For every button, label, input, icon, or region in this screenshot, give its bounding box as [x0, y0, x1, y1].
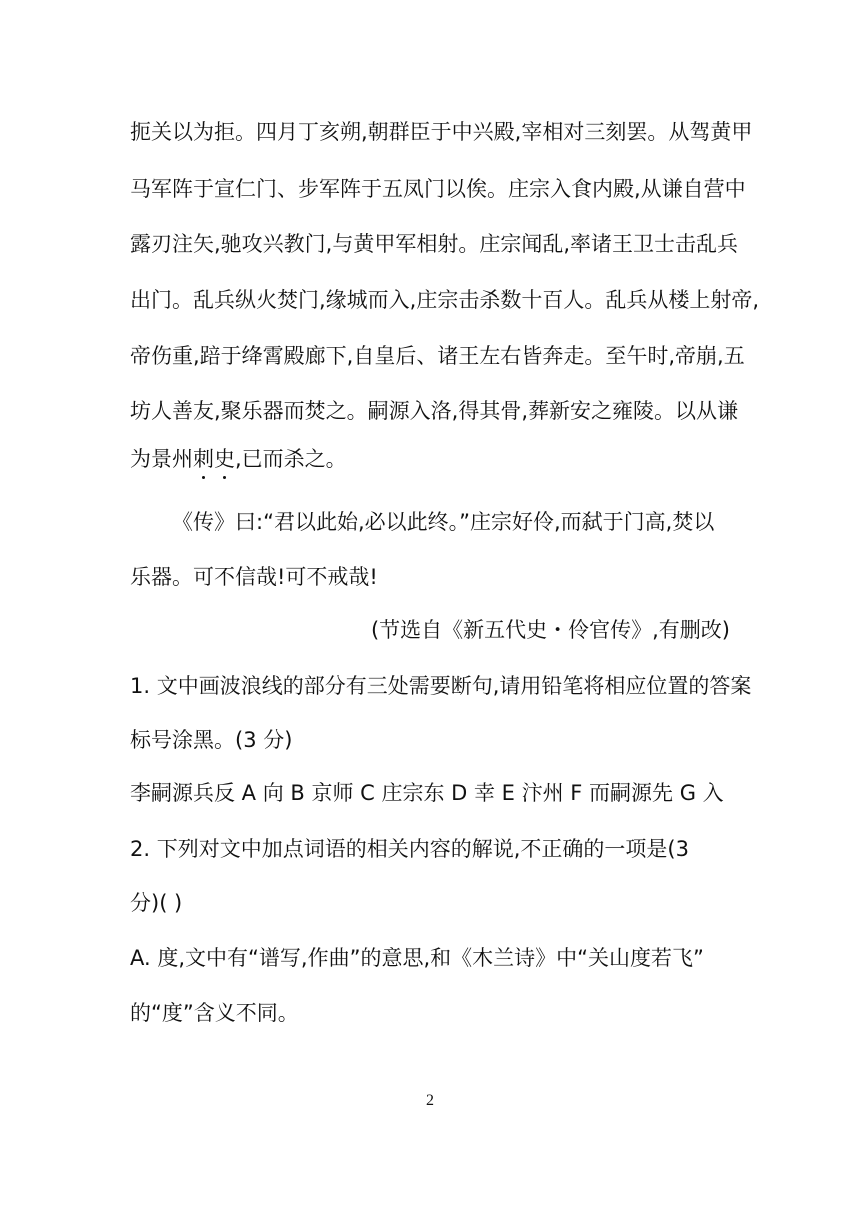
passage-line: 出门。乱兵纵火焚门,缘城而入,庄宗击杀数十百人。乱兵从楼上射帝, [130, 288, 760, 312]
passage-text: 为景州 [130, 447, 193, 471]
passage-text: ,已而杀之。 [235, 447, 347, 471]
zhuan-line: 乐器。可不信哉!可不戒哉! [130, 565, 378, 589]
dotted-character: 刺 [193, 444, 214, 474]
option-a: A. 度,文中有“谱写,作曲”的意思,和《木兰诗》中“关山度若飞” [130, 946, 704, 970]
question-text: 分)( ) [130, 891, 183, 915]
passage-line: 帝伤重,踣于绛霄殿廊下,自皇后、诸王左右皆奔走。至午时,帝崩,五 [130, 344, 745, 368]
question-text: 2. 下列对文中加点词语的相关内容的解说,不正确的一项是(3 [130, 837, 689, 861]
question-text: 标号涂黑。(3 分) [130, 728, 293, 752]
zhuan-line: 《传》曰:“君以此始,必以此终。”庄宗好伶,而弑于门高,焚以 [172, 510, 715, 534]
passage-line: 坊人善友,聚乐器而焚之。嗣源入洛,得其骨,葬新安之雍陵。以从谦 [130, 399, 739, 423]
option-a: 的“度”含义不同。 [130, 1001, 299, 1025]
passage-line: 马军阵于宣仁门、步军阵于五凤门以俟。庄宗入食内殿,从谦自营中 [130, 177, 746, 201]
dotted-character: 史 [214, 444, 235, 474]
answer-options: 李嗣源兵反 A 向 B 京师 C 庄宗东 D 幸 E 汴州 F 而嗣源先 G 入 [130, 781, 724, 805]
passage-line: 露刃注矢,驰攻兴教门,与黄甲军相射。庄宗闻乱,率诸王卫士击乱兵 [130, 232, 739, 256]
passage-line: 扼关以为拒。四月丁亥朔,朝群臣于中兴殿,宰相对三刻罢。从驾黄甲 [130, 120, 753, 144]
question-text: 1. 文中画波浪线的部分有三处需要断句,请用铅笔将相应位置的答案 [130, 674, 752, 698]
page-number: 2 [426, 1092, 434, 1109]
passage-line-last [130, 444, 730, 474]
source-citation: (节选自《新五代史・伶官传》,有删改) [370, 618, 730, 642]
